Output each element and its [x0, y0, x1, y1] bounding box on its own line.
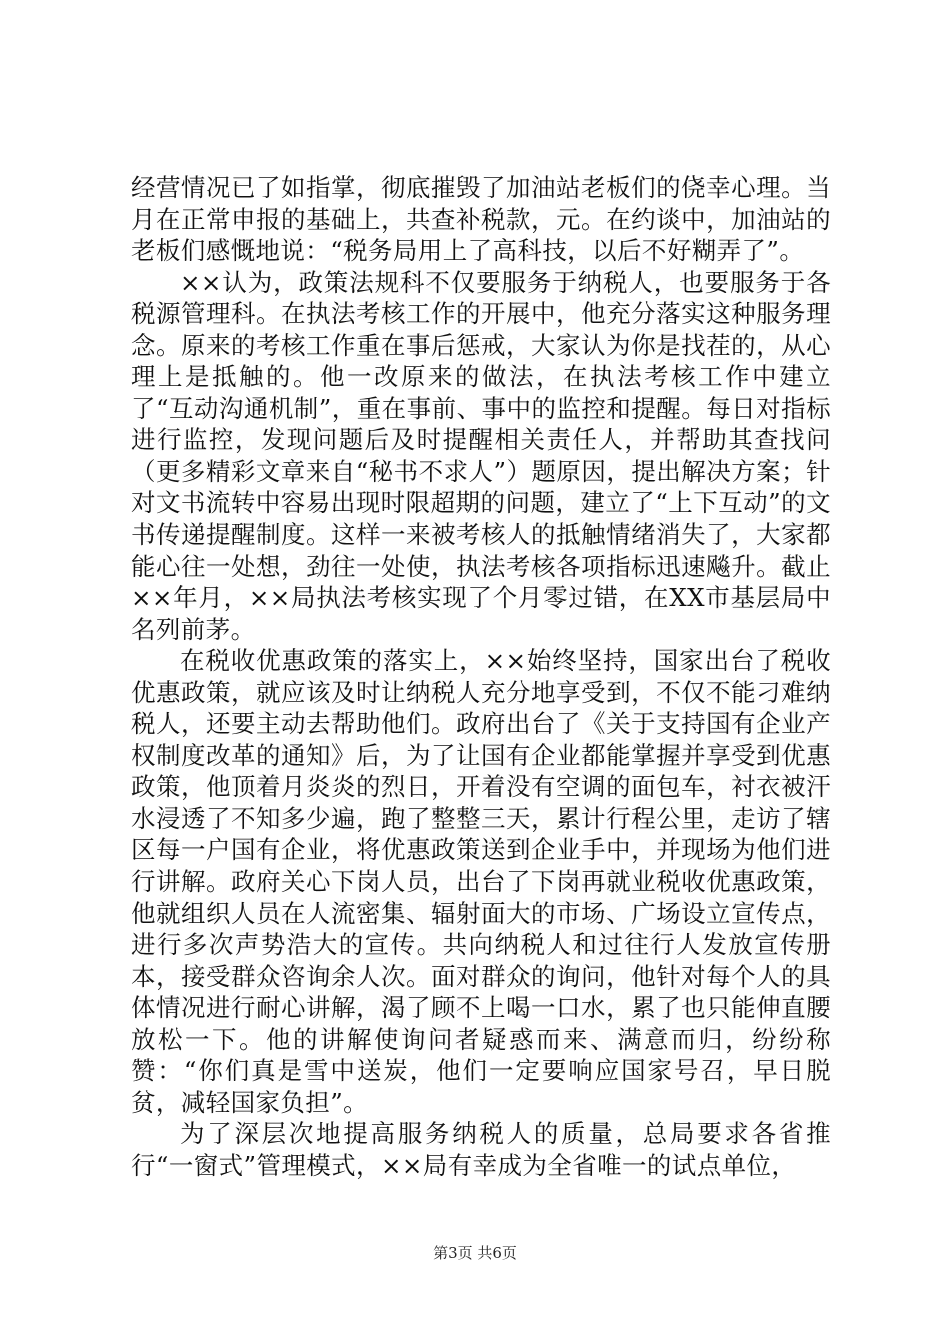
- paragraph-2: ××认为，政策法规科不仅要服务于纳税人，也要服务于各税源管理科。在执法考核工作的开展中，他充分落实这种服务理念。原来的考核工作重在事后惩戒，大家认为你是找茬的，从心理上是抵触的。他一改原来的做法，在执法考核工作中建立了“互动沟通机制”，重在事前、事中的监控和提醒。每日对指标进行监控，发现问题后及时提醒相关责任人，并帮助其查找问（更多精彩文章来自“秘书不求人”）题原因，提出解决方案；针对文书流转中容易出现时限超期的问题，建立了“上下互动”的文书传递提醒制度。这样一来被考核人的抵触情绪消失了，大家都能心往一处想，劲往一处使，执法考核各项指标迅速飚升。截止××年月，××局执法考核实现了个月零过错，在XX市基层局中名列前茅。: [131, 267, 831, 644]
- page-total-label: 共6页: [477, 1244, 517, 1262]
- document-body: [131, 172, 831, 1182]
- paragraph-4: 为了深层次地提高服务纳税人的质量，总局要求各省推行“一窗式”管理模式，××局有幸成为全省唯一的试点单位，: [131, 1119, 831, 1180]
- paragraph-3: 在税收优惠政策的落实上，××始终坚持，国家出台了税收优惠政策，就应该及时让纳税人充分地享受到，不仅不能刁难纳税人，还要主动去帮助他们。政府出台了《关于支持国有企业产权制度改革的通知》后，为了让国有企业都能掌握并享受到优惠政策，他顶着月炎炎的烈日，开着没有空调的面包车，衬衣被汗水浸透了不知多少遍，跑了整整三天，累计行程公里，走访了辖区每一户国有企业，将优惠政策送到企业手中，并现场为他们进行讲解。政府关心下岗人员，出台了下岗再就业税收优惠政策，他就组织人员在人流密集、辐射面大的市场、广场设立宣传点，进行多次声势浩大的宣传。共向纳税人和过往行人发放宣传册本，接受群众咨询余人次。面对群众的询问，他针对每个人的具体情况进行耐心讲解，渴了顾不上喝一口水，累了也只能伸直腰放松一下。他的讲解使询问者疑惑而来、满意而归，纷纷称赞：“你们真是雪中送炭，他们一定要响应国家号召，早日脱贫，减轻国家负担”。: [131, 646, 831, 1117]
- paragraph-1: 经营情况已了如指掌，彻底摧毁了加油站老板们的侥幸心理。当月在正常申报的基础上，共查补税款，元。在约谈中，加油站的老板们感慨地说：“税务局用上了高科技，以后不好糊弄了”。: [131, 173, 831, 266]
- page-number-label: 第3页: [433, 1244, 473, 1262]
- page-footer: [0, 1243, 950, 1263]
